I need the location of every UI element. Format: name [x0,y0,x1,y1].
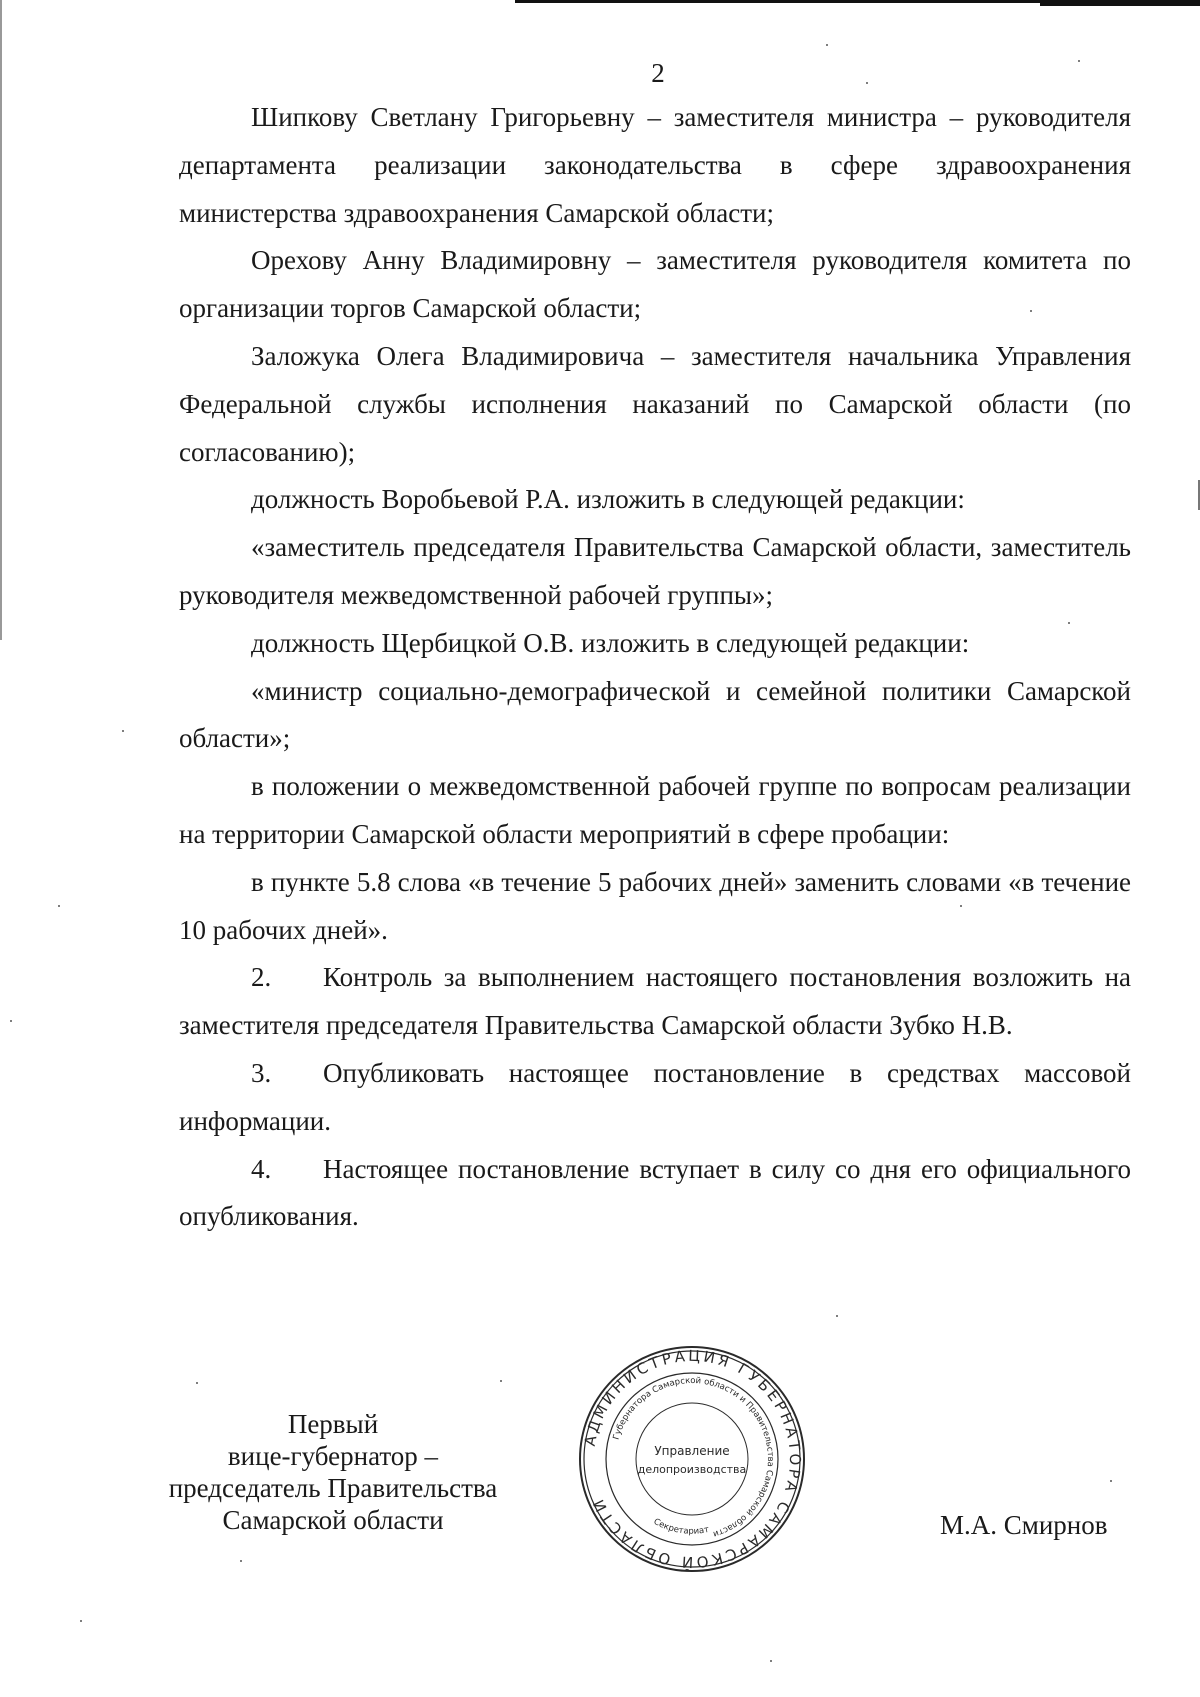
numbered-item [179,1050,1131,1146]
scan-speck [836,1315,838,1317]
stamp-center-line: делопроизводства [637,1463,747,1476]
paragraph: в положении о межведомственной рабочей группе по вопросам реализации на территории Самарской области мероприятий в сфере пробации: [179,771,1131,849]
signatory-name: М.А. Смирнов [940,1510,1108,1540]
scan-border-line [1040,3,1200,6]
scan-speck [196,1382,198,1384]
stamp-seal-icon [578,1345,806,1573]
signatory-title-line: председатель Правительства [168,1473,498,1503]
document-body [179,94,1131,1241]
numbered-item [179,954,1131,1050]
paragraph: «заместитель председателя Правительства Самарской области, заместитель руководителя межведомственной рабочей группы»; [179,532,1131,610]
item-number: 3. [251,1057,272,1088]
paragraph: «министр социально-демографической и семейной политики Самарской области»; [179,675,1131,754]
paragraph: в пункте 5.8 слова «в течение 5 рабочих дней» заменить словами «в течение 10 рабочих дней». [179,866,1131,945]
scan-speck [1078,60,1080,62]
scan-speck [866,82,868,84]
scan-speck [1030,310,1032,312]
item-number: 4. [251,1153,272,1184]
item-text: Настоящее постановление вступает в силу со дня его официального опубликования. [179,1153,1131,1232]
scan-speck [240,1560,242,1562]
scan-speck [500,1380,502,1382]
signatory-title-line: Самарской области [222,1505,444,1535]
scan-edge-mark [0,0,2,640]
scan-speck [10,1020,12,1022]
paragraph: Заложука Олега Владимировича – заместителя начальника Управления Федеральной службы исполнения наказаний по Самарской области (по согласованию); [179,340,1131,467]
signatory-title-line: вице-губернатор – [227,1441,439,1471]
scan-speck [770,1660,772,1662]
scan-speck [80,1620,82,1622]
scan-speck [1068,622,1070,624]
item-number: 2. [251,962,272,993]
stamp-middle-text: Губернатора Самарской области и Правительства Самарской области [611,1375,776,1539]
numbered-item [179,1146,1131,1242]
paragraph: Шипкову Светлану Григорьевну – заместителя министра – руководителя департамента реализации законодательства в сфере здравоохранения министерства здравоохранения Самарской области; [179,102,1131,228]
item-text: Контроль за выполнением настоящего постановления возложить на заместителя председателя Правительства Самарской области Зубко Н.В. [179,962,1131,1041]
scan-speck [58,905,60,907]
paragraph: Орехову Анну Владимировну – заместителя руководителя комитета по организации торгов Самарской области; [179,245,1131,324]
stamp-center-line: Управление [654,1444,730,1458]
official-stamp [578,1345,806,1573]
scan-speck [960,905,962,907]
scan-speck [826,44,828,46]
stamp-outer-text: АДМИНИСТРАЦИЯ ГУБЕРНАТОРА САМАРСКОЙ ОБЛАСТИ [580,1346,805,1572]
signatory-title [148,1408,518,1536]
svg-text:Секретариат [652,1517,710,1537]
signatory-title-line: Первый [287,1409,379,1439]
stamp-bottom-text: Секретариат [651,1516,710,1537]
scan-speck [1110,1480,1112,1482]
paragraph: должность Щербицкой О.В. изложить в следующей редакции: [251,627,970,658]
scan-speck [122,730,124,732]
page-number: 2 [651,58,665,88]
item-text: Опубликовать настоящее постановление в средствах массовой информации. [179,1057,1131,1136]
paragraph: должность Воробьевой Р.А. изложить в следующей редакции: [251,484,965,515]
